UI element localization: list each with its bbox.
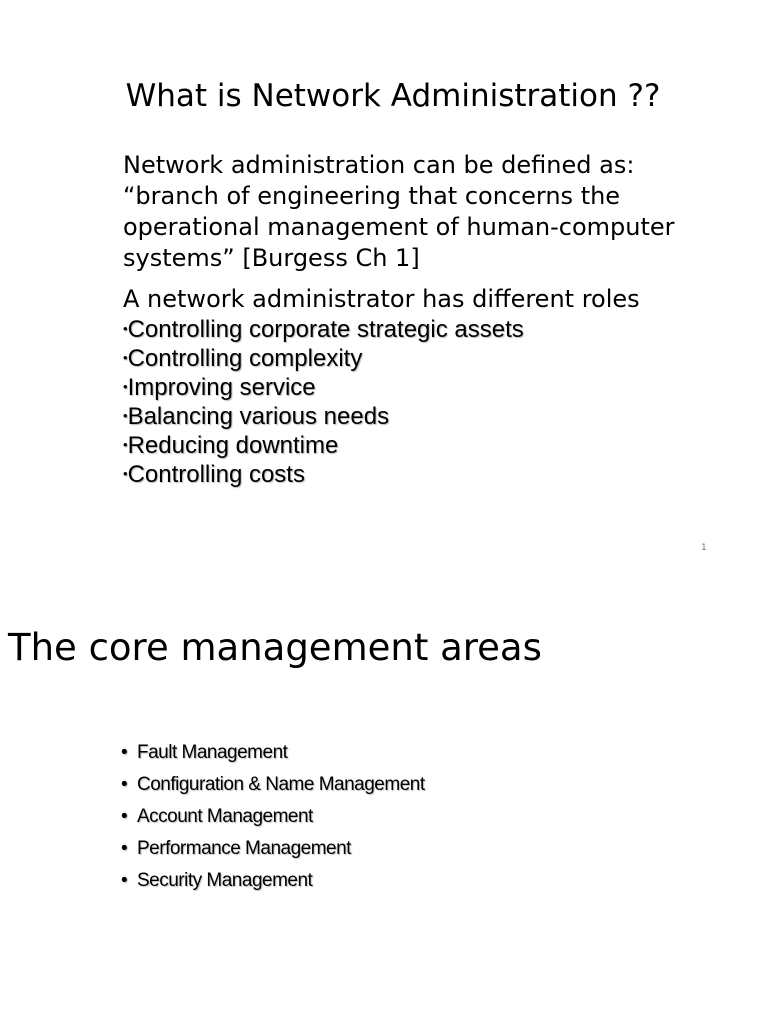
role-item-label: Controlling costs [127, 461, 305, 488]
bullet-icon: • [123, 350, 128, 365]
bullet-icon: • [121, 742, 128, 763]
bullet-icon: • [121, 838, 128, 859]
slide-body [123, 150, 693, 489]
area-item-label: Performance Management [137, 838, 351, 859]
role-item-label: Controlling complexity [127, 345, 363, 372]
slide-title: What is Network Administration ?? [125, 78, 661, 114]
role-item-label: Controlling corporate strategic assets [127, 316, 524, 343]
bullet-icon: • [123, 437, 128, 452]
bullet-icon: • [121, 774, 128, 795]
slide-core-management-areas [0, 565, 768, 1024]
area-item-label: Configuration & Name Management [137, 774, 425, 795]
bullet-icon: • [123, 379, 128, 394]
bullet-icon: • [123, 408, 128, 423]
roles-intro-paragraph: A network administrator has different roles [123, 285, 640, 313]
bullet-icon: • [121, 870, 128, 891]
area-item-label: Security Management [137, 870, 313, 891]
area-item [121, 865, 425, 897]
bullet-icon: • [121, 806, 128, 827]
bullet-icon: • [123, 466, 128, 481]
page-number: 1 [701, 543, 707, 553]
role-item [123, 344, 693, 373]
role-item [123, 402, 693, 431]
role-item-label: Reducing downtime [127, 432, 339, 459]
role-item [123, 373, 693, 402]
roles-list [123, 315, 693, 489]
area-item [121, 769, 425, 801]
area-item [121, 801, 425, 833]
role-item [123, 315, 693, 344]
bullet-icon: • [123, 321, 128, 336]
role-item [123, 460, 693, 489]
slide-title: The core management areas [8, 626, 542, 669]
management-areas-list [121, 737, 425, 897]
role-item-label: Improving service [127, 374, 316, 401]
area-item [121, 737, 425, 769]
definition-paragraph: Network administration can be defined as: “branch of engineering that concerns the operational management of human-computer systems” [Burgess Ch 1] [123, 151, 675, 272]
area-item [121, 833, 425, 865]
role-item-label: Balancing various needs [127, 403, 390, 430]
area-item-label: Account Management [137, 806, 313, 827]
area-item-label: Fault Management [137, 742, 288, 763]
role-item [123, 431, 693, 460]
